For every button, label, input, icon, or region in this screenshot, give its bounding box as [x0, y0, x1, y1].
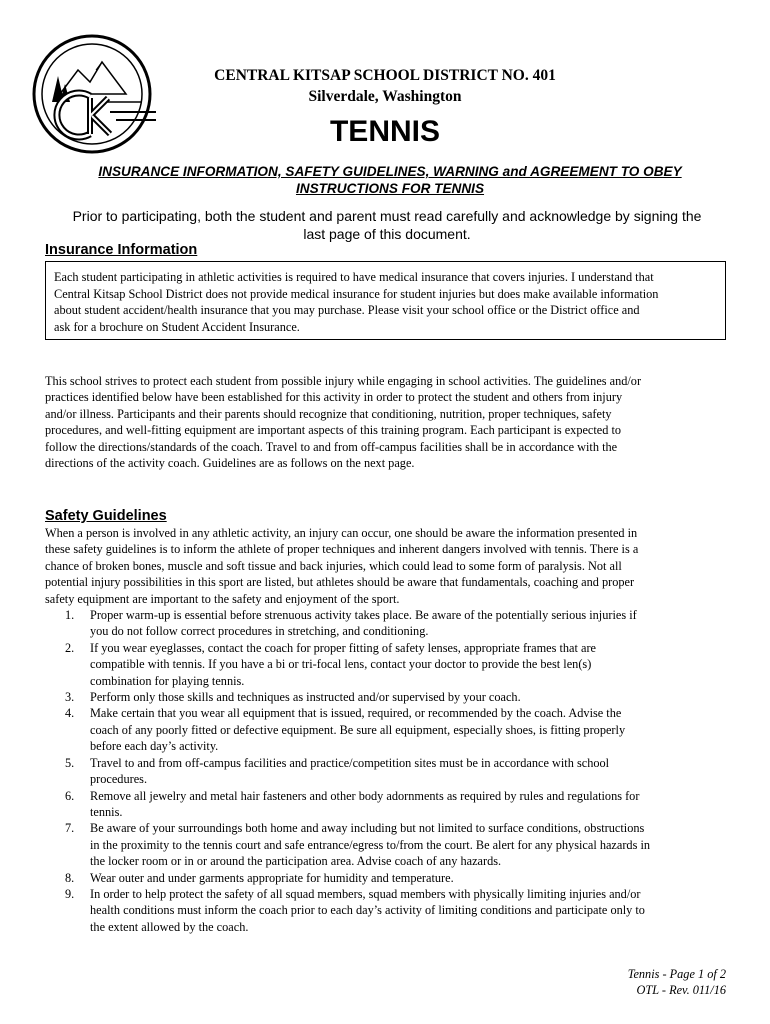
intro-line: follow the directions/standards of the coach. Travel to and from off-campus facilities shall be in accordance with the: [45, 439, 618, 454]
list-item-line: the locker room or in or around the participation area. Advise coach of any hazards.: [90, 854, 502, 869]
safety-intro-line: When a person is involved in any athletic activity, an injury can occur, one should be aware the information presented in: [45, 526, 638, 540]
insurance-line: about student accident/health insurance that you may purchase. Please visit your school office or the District office and: [54, 303, 640, 317]
list-item-line: in the proximity to the tennis court and safe entrance/egress to/from the court. Be alert for any physical hazards in: [90, 837, 651, 852]
list-item-line: health conditions must inform the coach prior to each day’s activity of limiting conditions and participate only to: [90, 903, 645, 918]
insurance-box: [45, 261, 726, 340]
subtitle-line: INSURANCE INFORMATION, SAFETY GUIDELINES, WARNING and AGREEMENT TO OBEY: [98, 164, 682, 179]
safety-intro: [45, 525, 730, 607]
list-item-number: 8.: [65, 870, 75, 885]
intro-line: practices identified below have been established for this activity in order to protect the student and others from injury: [45, 390, 623, 405]
intro-line: and/or illness. Participants and their parents should recognize that conditioning, nutrition, proper techniques, safety: [45, 406, 612, 421]
list-item-line: tennis.: [90, 804, 123, 819]
page-footer: [628, 966, 726, 998]
safety-intro-line: potential injury possibilities in this sport are listed, but athletes should be aware that fundamentals, coaching and proper: [45, 575, 635, 590]
insurance-line: Each student participating in athletic activities is required to have medical insurance that covers injuries. I understand that: [54, 270, 654, 284]
list-item-number: 9.: [65, 886, 75, 901]
document-subtitle: [50, 163, 730, 197]
list-item-number: 7.: [65, 821, 75, 836]
list-item-number: 5.: [65, 755, 75, 770]
safety-rules-list: [45, 607, 730, 935]
page-title: TENNIS: [329, 115, 440, 148]
insurance-line: ask for a brochure on Student Accident Insurance.: [54, 319, 300, 334]
list-item-line: Travel to and from off-campus facilities and practice/competition sites must be in accordance with school: [90, 755, 610, 770]
list-item: [45, 788, 730, 821]
list-item-line: Make certain that you wear all equipment that is issued, required, or recommended by the coach. Advise the: [90, 706, 622, 721]
safety-intro-line: safety equipment are important to the safety and enjoyment of the sport.: [45, 591, 400, 606]
intro-line: procedures, and well-fitting equipment are important aspects of this training program. Each participant is expected to: [45, 423, 622, 438]
safety-heading: Safety Guidelines: [45, 508, 167, 524]
list-item: [45, 755, 730, 788]
insurance-heading: Insurance Information: [45, 242, 198, 258]
intro-line: This school strives to protect each student from possible injury while engaging in school activities. The guidelines and/or: [45, 374, 642, 388]
list-item-line: Perform only those skills and techniques as instructed and/or supervised by your coach.: [90, 690, 521, 705]
intro-line: directions of the activity coach. Guidelines are as follows on the next page.: [45, 456, 415, 471]
intro-paragraph: [45, 373, 730, 471]
list-item-line: coach of any poorly fitted or defective equipment. Be sure all equipment, especially shoes, is fitting properly: [90, 722, 626, 737]
notice-line: Prior to participating, both the student and parent must read carefully and acknowledge by signing the: [72, 208, 702, 224]
list-item-line: Proper warm-up is essential before strenuous activity takes place. Be aware of the potentially serious injuries if: [90, 608, 637, 623]
safety-intro-line: these safety guidelines is to inform the athlete of proper techniques and inherent dangers involved with tennis. There is a: [45, 542, 639, 557]
list-item-line: compatible with tennis. If you have a bi or tri-focal lens, contact your doctor to provide the best len(s): [90, 657, 592, 672]
safety-intro-line: chance of broken bones, muscle and soft tissue and back injuries, which could lead to some form of paralysis. Not all: [45, 558, 622, 573]
list-item: [45, 607, 730, 640]
list-item-line: Be aware of your surroundings both home and away including but not limited to surface conditions, obstructions: [90, 821, 645, 836]
revision-code: OTL - Rev. 011/16: [636, 983, 726, 997]
subtitle-line: INSTRUCTIONS FOR TENNIS: [295, 181, 485, 196]
list-item-line: Wear outer and under garments appropriate for humidity and temperature.: [90, 870, 454, 885]
list-item-line: you do not follow correct procedures in stretching, and conditioning.: [90, 624, 429, 639]
notice-line: last page of this document.: [303, 226, 471, 242]
list-item-line: combination for playing tennis.: [90, 673, 245, 688]
list-item-line: In order to help protect the safety of all squad members, squad members with physically limiting injuries and/or: [90, 886, 641, 901]
list-item-number: 6.: [65, 788, 75, 803]
list-item-line: If you wear eyeglasses, contact the coach for proper fitting of safety lenses, appropriate frames that are: [90, 640, 597, 655]
district-city: Silverdale, Washington: [308, 88, 462, 105]
list-item: [45, 886, 730, 935]
list-item-number: 1.: [65, 608, 75, 623]
list-item: [45, 640, 730, 689]
list-item: [45, 870, 730, 886]
page-number: Tennis - Page 1 of 2: [627, 967, 726, 981]
list-item-line: before each day’s activity.: [90, 739, 219, 754]
list-item-number: 2.: [65, 640, 75, 655]
list-item: [45, 820, 730, 869]
list-item-line: Remove all jewelry and metal hair fasteners and other body adornments as required by rules and regulations for: [90, 788, 640, 803]
district-name: CENTRAL KITSAP SCHOOL DISTRICT NO. 401: [214, 67, 556, 84]
list-item-line: procedures.: [90, 772, 148, 787]
list-item-line: the extent allowed by the coach.: [90, 919, 249, 934]
safety-section: [45, 525, 730, 935]
acknowledgement-notice: [42, 207, 732, 243]
list-item: [45, 705, 730, 754]
list-item-number: 3.: [65, 690, 75, 705]
list-item: [45, 689, 730, 705]
list-item-number: 4.: [65, 706, 75, 721]
insurance-line: Central Kitsap School District does not provide medical insurance for student injuries but does make available information: [54, 286, 659, 301]
